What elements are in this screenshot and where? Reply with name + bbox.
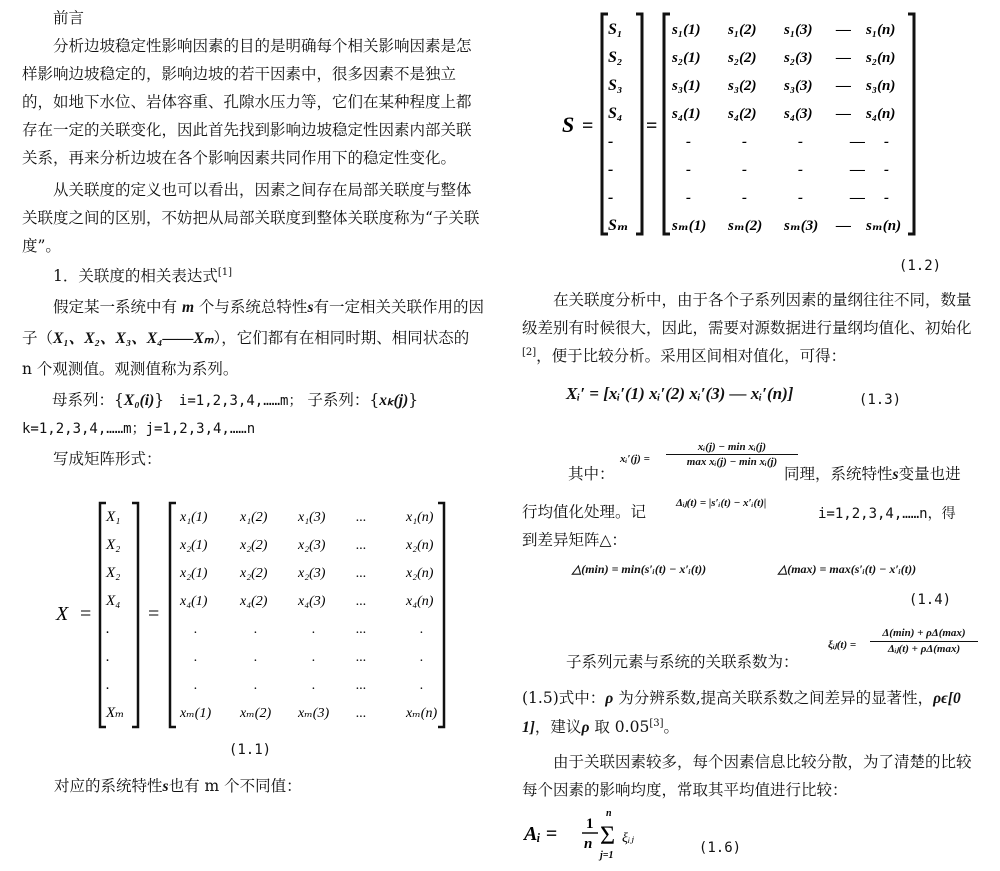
- corr-text-a: 对应的系统特性: [54, 777, 163, 795]
- sigma-icon: Σ: [600, 821, 616, 850]
- s-matrix-entry: sₘ(1): [672, 218, 707, 234]
- eq6-numerator: 1: [586, 816, 594, 832]
- x-matrix-left-bracket: [170, 503, 176, 727]
- x-matrix-entry: x₁(3): [298, 510, 326, 525]
- s-matrix-dash: -: [686, 190, 691, 206]
- paragraph-2: 从关联度的定义也可以看出，因素之间存在局部关联度与整体关联度之间的区别，不妨把从局部关联度到整体关联度称为“子关联度”。: [22, 181, 480, 255]
- citation-1: [1]: [217, 266, 233, 278]
- x-matrix-dot: .: [420, 650, 424, 665]
- x-right-bracket: [132, 503, 138, 727]
- x-matrix-entry: x₂(3): [298, 538, 326, 553]
- s-matrix-dash: -: [742, 190, 747, 206]
- delta-definition: Δᵢⱼ(t) = |s′ᵢ(t) − x′ᵢ(t)|: [676, 497, 767, 509]
- x-matrix-entry: x₂(3): [298, 566, 326, 581]
- x-vector-entry: Xₘ: [106, 705, 125, 721]
- x-matrix-entry: x₂(1): [180, 538, 208, 553]
- p4-text: 在关联度分析中，由于各个子系列因素的量纲往往不同，数量级差别有时候很大，因此，需要对源数据进行量纲均值化、初始化: [522, 291, 972, 337]
- corr-s-symbol: s: [162, 778, 169, 795]
- s-vector-entry: S₁: [608, 21, 623, 38]
- matrix-x-lhs: X: [56, 603, 69, 625]
- x-vector-entry: .: [106, 649, 110, 665]
- citation-3: [3]: [649, 717, 664, 729]
- likewise-a: 同理，系统特性: [784, 465, 893, 483]
- child-series-close: }: [408, 391, 419, 409]
- s-matrix-entry: s₄(1): [672, 106, 701, 122]
- x-vector-entry: X₁: [106, 509, 121, 525]
- s-matrix-dash: -: [798, 162, 803, 178]
- equation-number-1-1: (1.1): [228, 742, 272, 758]
- x-matrix-entry: x₂(2): [240, 538, 268, 553]
- paragraph-1: 分析边坡稳定性影响因素的目的是明确每个相关影响因素是怎样影响边坡稳定的，影响边坡的若干因素中，很多因素不是独立的，如地下水位、岩体容重、孔隙水压力等，它们在某种程度上都存在一定的关联变化，因此首先找到影响边坡稳定性因素内部关联关系，再来分析边坡在各个影响因素共同作用下的稳定性变化。: [22, 37, 472, 167]
- matrix-x-equation: [50, 495, 470, 735]
- x-matrix-body: [179, 510, 437, 721]
- s-matrix-dash: -: [798, 134, 803, 150]
- x-matrix-dot: .: [194, 622, 198, 637]
- p5-lead: (1.5)式中：: [522, 689, 606, 707]
- delta-min-equation: △(min) = min(s′ᵢ(t) − x′ᵢ(t)): [572, 562, 707, 576]
- s-matrix-entry: s₂(n): [866, 50, 896, 66]
- x-vector-entry: X₂: [106, 565, 121, 581]
- s-matrix-ellipsis: —: [836, 106, 851, 122]
- x-matrix-dot: .: [194, 650, 198, 665]
- likewise-c: 变量也进: [898, 465, 961, 483]
- s-matrix-entry: s₁(3): [784, 22, 813, 38]
- norm-numerator: xᵢ(j) − min xᵢ(j): [666, 440, 798, 455]
- s-matrix-entry: s₂(2): [728, 50, 757, 66]
- s-matrix-ellipsis: —: [836, 78, 851, 94]
- x-matrix-entry: x₄(3): [298, 594, 326, 609]
- s-right-bracket: [636, 14, 642, 234]
- equation-number-1-6: (1.6): [698, 840, 742, 856]
- s-vector-entry: Sₘ: [608, 217, 629, 234]
- eq6-term: ξᵢⱼ: [622, 831, 634, 846]
- delta-max-equation: △(max) = max(s′ᵢ(t) − x′ᵢ(t)): [778, 562, 917, 576]
- s-symbol: s: [307, 299, 314, 316]
- p3-text-d: ），它们都有在相同时期、相同状态的 n 个观测值。观测值称为系列。: [22, 329, 470, 378]
- x-matrix-ellipsis: ...: [356, 622, 367, 637]
- x-matrix-entry: ...: [356, 594, 367, 609]
- s-vector-entry: S₄: [608, 105, 623, 122]
- x-matrix-entry: x₁(n): [406, 510, 434, 525]
- m-symbol: m: [181, 299, 194, 316]
- correspondence-line: [54, 774, 302, 796]
- s-matrix-entry: s₄(3): [784, 106, 813, 122]
- rho-symbol-2: ρ: [581, 719, 590, 736]
- s-column-vector: [608, 21, 629, 234]
- preface-heading: 前言: [53, 9, 85, 27]
- coefficient-line: 子系列元素与系统的关联系数为：: [566, 653, 799, 671]
- x-matrix-entry: x₂(n): [406, 566, 434, 581]
- x-matrix-entry: xₘ(3): [298, 706, 330, 721]
- s-matrix-ellipsis: —: [836, 22, 851, 38]
- mother-series-label: 母系列：{: [52, 391, 124, 409]
- equals-sign-2: =: [148, 603, 160, 625]
- s-vector-entry: S₃: [608, 77, 623, 94]
- x-column-vector: [105, 509, 124, 721]
- s-vector-entry: -: [608, 189, 614, 206]
- likewise-text: [784, 462, 961, 484]
- x-matrix-entry: x₄(2): [240, 594, 268, 609]
- p5-text-c: ，建议: [534, 718, 582, 736]
- s-matrix-entry: s₃(2): [728, 78, 757, 94]
- x-matrix-entry: x₄(1): [180, 594, 208, 609]
- s-matrix-dash: -: [884, 190, 889, 206]
- s-matrix-dash: -: [884, 162, 889, 178]
- s-matrix-dash: —: [850, 134, 865, 150]
- index-range: i=1,2,3,4,……n，得: [818, 506, 956, 522]
- p4-end: ，便于比较分析。采用区间相对值化，可得：: [536, 347, 847, 365]
- factor-list: X₁、X₂、X₃、X₄——Xₘ: [53, 330, 214, 347]
- s-matrix-dash: -: [798, 190, 803, 206]
- mother-series-range: i=1,2,3,4,……m；: [178, 393, 303, 409]
- x-matrix-dot: .: [312, 622, 316, 637]
- matrix-s-lhs: S: [562, 112, 575, 137]
- norm-lhs: xᵢ′(j) =: [620, 453, 650, 465]
- s-matrix-right-bracket: [908, 14, 914, 234]
- x-matrix-entry: ...: [356, 706, 367, 721]
- xi-denominator: Δᵢⱼ(t) + ρΔ(max): [887, 643, 961, 655]
- eq6-denominator: n: [584, 836, 593, 852]
- rho-range: ρϵ[0 1]: [522, 690, 961, 736]
- s-matrix-dash: -: [686, 162, 691, 178]
- p5-text-b: 为分辨系数,提高关联系数之间差异的显著性，: [618, 689, 934, 707]
- p3-text-c: 有一定相关关联作用的因子（: [22, 298, 484, 347]
- norm-denominator: max xᵢ(j) − min xᵢ(j): [686, 456, 778, 468]
- s-matrix-dash: -: [742, 162, 747, 178]
- x-vector-entry: .: [106, 677, 110, 693]
- eq6-lhs: Aᵢ =: [524, 823, 558, 845]
- s-matrix-entry: sₘ(n): [866, 218, 902, 234]
- s-matrix-dash: —: [850, 190, 865, 206]
- section-title: 1．关联度的相关表达式: [53, 267, 218, 285]
- x-matrix-entry: x₂(2): [240, 566, 268, 581]
- x-vector-entry: X₄: [106, 593, 121, 609]
- normalize-line: 行均值化处理。记: [522, 503, 647, 521]
- eq6-sum-bottom: j=1: [600, 850, 614, 861]
- s-matrix-entry: s₄(2): [728, 106, 757, 122]
- x-matrix-ellipsis: ...: [356, 678, 367, 693]
- s-matrix-dash: -: [884, 134, 889, 150]
- series-line: [22, 386, 484, 415]
- child-series-symbol: xₖ(j): [379, 392, 409, 409]
- mother-series-close: }: [154, 391, 165, 409]
- x-matrix-entry: xₘ(2): [240, 706, 272, 721]
- x-matrix-entry: xₘ(1): [180, 706, 212, 721]
- corr-text-b: 也有 m 个不同值：: [168, 777, 302, 795]
- s-vector-entry: S₂: [608, 49, 623, 66]
- x-matrix-ellipsis: ...: [356, 650, 367, 665]
- x-vector-entry: .: [106, 621, 110, 637]
- s-matrix-dash: -: [742, 134, 747, 150]
- x-vector-entry: X₂: [106, 537, 121, 553]
- likewise-s: s: [892, 466, 899, 483]
- rho-symbol-1: ρ: [605, 690, 614, 707]
- x-matrix-entry: x₂(n): [406, 538, 434, 553]
- x-matrix-dot: .: [194, 678, 198, 693]
- child-series-range: k=1,2,3,4,……m；j=1,2,3,4,……n: [22, 421, 256, 437]
- p3-text-b: 个与系统总特性: [194, 298, 308, 316]
- mother-series-symbol: X₀(i): [123, 392, 155, 409]
- p5-end: 。: [663, 718, 680, 736]
- difference-matrix-line: 到差异矩阵△：: [522, 531, 627, 549]
- equals-sign-4: =: [646, 115, 658, 137]
- equation-number-1-2: (1.2): [898, 258, 942, 274]
- x-matrix-entry: ...: [356, 566, 367, 581]
- left-column: [22, 0, 484, 473]
- citation-2: [2]: [522, 346, 537, 358]
- s-matrix-dash: —: [850, 162, 865, 178]
- s-matrix-dash: -: [686, 134, 691, 150]
- x-matrix-dot: .: [254, 678, 258, 693]
- s-vector-entry: -: [608, 161, 614, 178]
- p3-text-a: 假定某一系统中有: [53, 298, 182, 316]
- eq6-sum-top: n: [606, 808, 612, 819]
- x-matrix-dot: .: [254, 622, 258, 637]
- equals-sign-3: =: [582, 115, 594, 137]
- x-matrix-entry: ...: [356, 538, 367, 553]
- equation-1-3: Xᵢ′ = [xᵢ′(1) xᵢ′(2) xᵢ′(3) — xᵢ′(n)]: [566, 384, 794, 403]
- s-matrix-entry: s₄(n): [866, 106, 896, 122]
- s-matrix-left-bracket: [664, 14, 670, 234]
- s-matrix-entry: s₁(2): [728, 22, 757, 38]
- x-matrix-dot: .: [254, 650, 258, 665]
- s-vector-entry: -: [608, 133, 614, 150]
- equation-1-6: [522, 806, 662, 864]
- paragraph-3: [22, 292, 484, 384]
- x-matrix-entry: x₂(1): [180, 566, 208, 581]
- x-matrix-entry: x₁(2): [240, 510, 268, 525]
- x-matrix-right-bracket: [438, 503, 444, 727]
- paragraph-5: [522, 684, 984, 742]
- s-matrix-ellipsis: —: [836, 218, 851, 234]
- s-matrix-entry: s₂(3): [784, 50, 813, 66]
- matrix-s-equation: [560, 8, 920, 240]
- x-matrix-entry: x₄(n): [406, 594, 434, 609]
- s-matrix-entry: s₃(1): [672, 78, 701, 94]
- x-matrix-entry: x₁(1): [180, 510, 208, 525]
- section-heading: [22, 262, 484, 290]
- x-matrix-dot: .: [420, 622, 424, 637]
- s-matrix-entry: s₃(3): [784, 78, 813, 94]
- paragraph-4: [522, 286, 984, 370]
- x-matrix-dot: .: [312, 650, 316, 665]
- s-matrix-ellipsis: —: [836, 50, 851, 66]
- s-matrix-entry: s₂(1): [672, 50, 701, 66]
- x-matrix-entry: xₘ(n): [406, 706, 438, 721]
- s-matrix-entry: sₘ(3): [784, 218, 819, 234]
- xi-numerator: Δ(min) + ρΔ(max): [870, 626, 978, 642]
- s-matrix-entry: s₁(1): [672, 22, 701, 38]
- equation-number-1-3: (1.3): [858, 392, 902, 408]
- matrix-intro: 写成矩阵形式：: [53, 450, 162, 468]
- child-series-label: 子系列：{: [307, 391, 380, 409]
- x-matrix-dot: .: [312, 678, 316, 693]
- x-matrix-entry: ...: [356, 510, 367, 525]
- equals-sign-1: =: [80, 603, 92, 625]
- s-matrix-entry: sₘ(2): [728, 218, 763, 234]
- where-text: 其中：: [568, 465, 615, 483]
- equation-number-1-4: (1.4): [908, 592, 952, 608]
- xi-lhs: ξᵢⱼ(t) =: [828, 639, 857, 651]
- s-matrix-entry: s₃(n): [866, 78, 896, 94]
- paragraph-6: 由于关联因素较多，每个因素信息比较分散，为了清楚的比较每个因素的影响均度，常取其平均值进行比较：: [522, 753, 972, 799]
- s-matrix-body: [671, 22, 901, 234]
- x-matrix-dot: .: [420, 678, 424, 693]
- s-matrix-entry: s₁(n): [866, 22, 896, 38]
- p5-text-d: 取 0.05: [594, 718, 650, 736]
